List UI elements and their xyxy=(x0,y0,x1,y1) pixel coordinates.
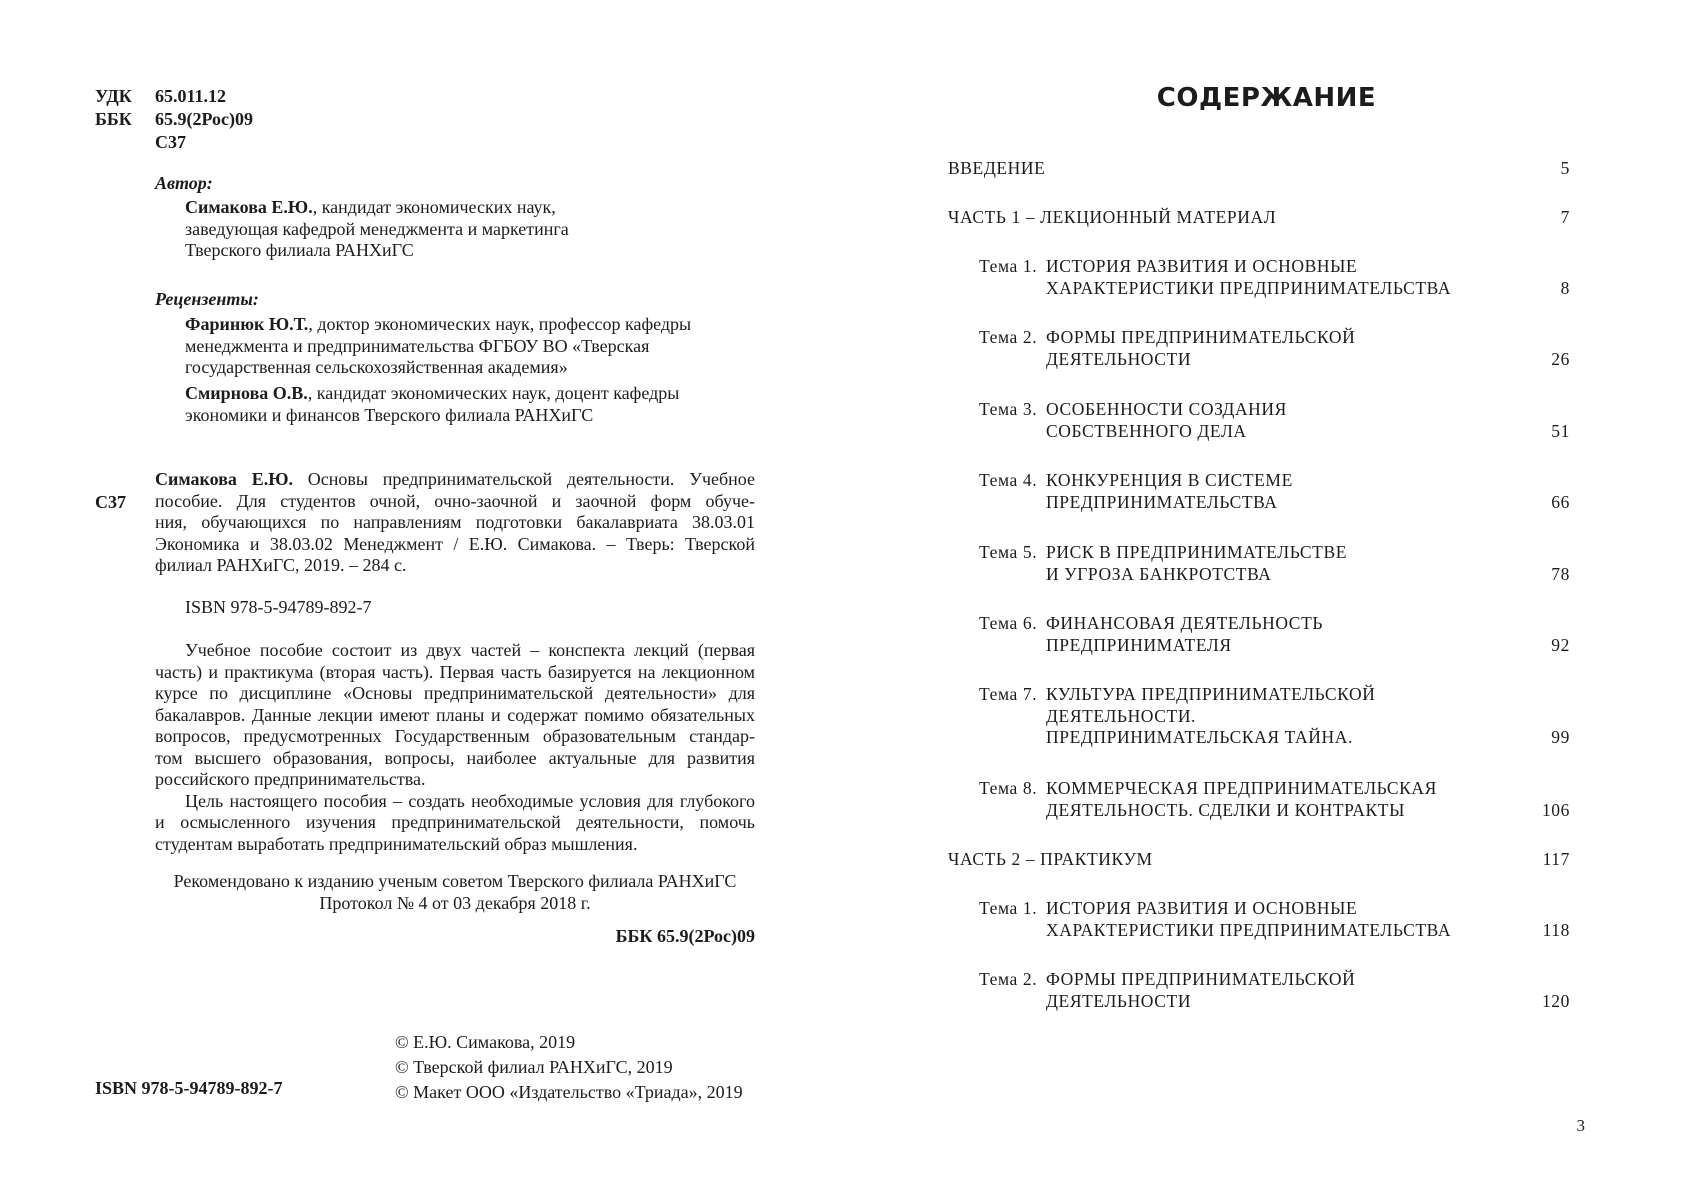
toc-page: 66 xyxy=(1551,491,1570,512)
author-mark: С37 xyxy=(155,132,186,152)
toc-page: 51 xyxy=(1551,420,1570,441)
toc-page: 7 xyxy=(1560,207,1570,227)
reviewers-heading: Рецензенты: xyxy=(155,289,259,309)
reviewer-2-name: Смирнова О.В. xyxy=(185,383,308,403)
toc-page: 92 xyxy=(1551,634,1570,655)
bbk-value: 65.9(2Рос)09 xyxy=(155,109,254,129)
annotation: Учебное пособие состоит из двух частей – конспекта лекций (первая часть) и практикума (вторая часть). Первая часть базируется на лекционном курсе по дисциплине «Основы предпринимательской деятельности» для бакалавров. Данные лекции имеют планы и содержат помимо обязательных вопросов, предусмотренных Государственным образовательным стандар- том высшего образования, вопросы, наиболее актуальные для развития российского предпринимательства. Цель настоящего пособия – создать необходимые условия для глубокого и осмысленного изучения предпринимательской деятельности, помочь студентам выработать предпринимательский образ мышления. xyxy=(155,640,755,854)
toc-title: СОДЕРЖАНИЕ xyxy=(1156,83,1377,113)
author-heading: Автор: xyxy=(155,173,213,193)
bibliographic-record: Симакова Е.Ю. Основы предпринимательской деятельности. Учебное пособие. Для студентов очной, очно-заочной и заочной форм обуче- ния, обучающихся по направлениям подготовки бакалавриата 38.03.01 Экономика и 38.03.02 Менеджмент / Е.Ю. Симакова. – Тверь: Тверской филиал РАНХиГС, 2019. – 284 с. xyxy=(155,469,755,575)
left-page xyxy=(0,0,844,1199)
toc-page: 99 xyxy=(1551,727,1570,748)
recommendation: Рекомендовано к изданию ученым советом Тверского филиала РАНХиГС Протокол № 4 от 03 декабря 2018 г. xyxy=(173,871,737,913)
page-number: 3 xyxy=(1576,1116,1585,1135)
toc-page: 78 xyxy=(1551,563,1570,584)
reviewer-2: Смирнова О.В., кандидат экономических наук, доцент кафедры экономики и финансов Тверского филиала РАНХиГС xyxy=(185,383,680,425)
toc-page: 26 xyxy=(1551,348,1570,369)
bbk-bottom: ББК 65.9(2Рос)09 xyxy=(615,926,755,946)
toc-page: 5 xyxy=(1560,158,1570,178)
toc-entry[interactable]: ЧАСТЬ 1 – ЛЕКЦИОННЫЙ МАТЕРИАЛ 7 xyxy=(948,207,1570,227)
toc-page: 106 xyxy=(1541,799,1570,820)
classification-codes xyxy=(95,85,253,154)
toc-page: 118 xyxy=(1542,919,1570,940)
udk-label: УДК xyxy=(95,86,132,106)
author-block: Симакова Е.Ю., кандидат экономических наук, заведующая кафедрой менеджмента и маркетинга Тверского филиала РАНХиГС xyxy=(185,197,569,260)
isbn-bottom: ISBN 978-5-94789-892-7 xyxy=(95,1078,283,1098)
side-mark: С37 xyxy=(95,492,126,512)
reviewer-1: Фаринюк Ю.Т., доктор экономических наук, профессор кафедры менеджмента и предпринимательства ФГБОУ ВО «Тверская государственная сельскохозяйственная академия» xyxy=(185,314,692,377)
toc-page: 117 xyxy=(1542,849,1570,869)
toc-page: 120 xyxy=(1541,990,1570,1011)
isbn-line: ISBN 978-5-94789-892-7 xyxy=(185,597,372,617)
toc-page: 8 xyxy=(1560,277,1570,298)
udk-value: 65.011.12 xyxy=(155,86,227,106)
toc-entry[interactable]: ВВЕДЕНИЕ 5 xyxy=(948,158,1570,178)
author-name: Симакова Е.Ю. xyxy=(185,197,313,217)
right-page: СОДЕРЖАНИЕ ВВЕДЕНИЕ 5 ЧАСТЬ 1 – ЛЕКЦИОННЫЙ МАТЕРИАЛ 7 Тема 1. ИСТОРИЯ РАЗВИТИЯ И ОСНОВНЫЕ ХАРАКТЕРИСТИКИ ПРЕДПРИНИМАТЕЛЬСТВА 8 Тема 2. ФОРМЫ ПРЕДПРИНИМАТЕЛЬСКОЙ ДЕЯТЕЛЬНОСТИ 26 Тема 3. ОСОБЕННОСТИ СОЗДАНИЯ СОБСТВЕННОГО ДЕЛА 51 Тема 4. КОНКУРЕНЦИЯ В СИСТЕМЕ ПРЕДПРИНИМАТЕЛЬСТВА 66 Тема 5. РИСК В ПРЕДПРИНИМАТЕЛЬСТВЕ И УГРОЗА БАНКРОТСТВА 78 Тема 6. ФИНАНСОВАЯ ДЕЯТЕЛЬНОСТЬ ПРЕДПРИНИМАТЕЛЯ 92 Тема 7. КУЛЬТУРА ПРЕДПРИНИМАТЕЛЬСКОЙ ДЕЯТЕЛЬНОСТИ. ПРЕДПРИНИМАТЕЛЬСКАЯ ТАЙНА. 99 Тема 8. КОММЕРЧЕСКАЯ ПРЕДПРИНИМАТЕЛЬСКАЯ ДЕЯТЕЛЬНОСТЬ. СДЕЛКИ И КОНТРАКТЫ 106 ЧАСТЬ 2 – ПРАКТИКУМ 117 Тема 1. ИСТОРИЯ РАЗВИТИЯ И ОСНОВНЫЕ ХАРАКТЕРИСТИКИ ПРЕДПРИНИМАТЕЛЬСТВА 118 Тема 2. ФОРМЫ ПРЕДПРИНИМАТЕЛЬСКОЙ ДЕЯТЕЛЬНОСТИ 120 3 xyxy=(844,0,1689,1199)
toc-entry[interactable]: ЧАСТЬ 2 – ПРАКТИКУМ 117 xyxy=(948,849,1570,869)
copyright-block: © Е.Ю. Симакова, 2019 © Тверской филиал РАНХиГС, 2019 © Макет ООО «Издательство «Триада», 2019 xyxy=(395,1032,743,1102)
reviewer-1-name: Фаринюк Ю.Т. xyxy=(185,314,309,334)
bbk-label: ББК xyxy=(95,109,132,129)
